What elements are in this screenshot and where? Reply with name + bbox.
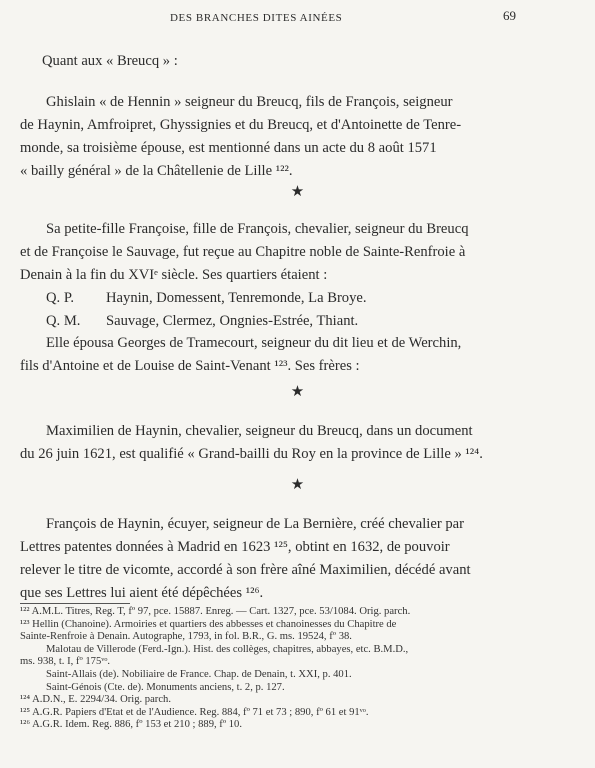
paragraph-francoise [20, 218, 575, 287]
footnote: ms. 938, t. I, fº 175ᵛᵒ. [20, 656, 111, 668]
quarters-line-maternal [20, 310, 575, 333]
quarters-names: Sauvage, Clermez, Ongnies-Estrée, Thiant. [106, 313, 359, 329]
footnote: ¹²² A.M.L. Titres, Reg. T, fº 97, pce. 15887. Enreg. — Cart. 1327, pce. 53/1084. Orig. parch. [20, 606, 411, 617]
footnote: ¹²³ Hellin (Chanoine). Armoiries et quartiers des abbesses et chanoinesses du Chapitre de [20, 618, 397, 630]
footnotes [20, 606, 580, 732]
paragraph-line: monde, sa troisième épouse, est mentionné dans un acte du 8 août 1571 [20, 140, 437, 156]
paragraph-line: que ses Lettres lui aient été dépêchées ¹²⁶. [20, 585, 264, 601]
running-title: DES BRANCHES DITES AINÉES [170, 12, 343, 24]
paragraph-line: fils d'Antoine et de Louise de Saint-Venant ¹²³. Ses frères : [20, 358, 360, 374]
paragraph-line: et de Françoise le Sauvage, fut reçue au Chapitre noble de Sainte-Renfroie à [20, 244, 466, 260]
footnote: Sainte-Renfroie à Denain. Autographe, 1793, in fol. B.R., G. ms. 19524, fº 38. [20, 631, 352, 643]
paragraph-line: Maximilien de Haynin, chevalier, seigneur du Breucq, dans un document [46, 423, 473, 439]
paragraph-line: relever le titre de vicomte, accordé à son frère aîné Maximilien, décédé avant [20, 562, 471, 578]
paragraph-line: du 26 juin 1621, est qualifié « Grand-bailli du Roy en la province de Lille » ¹²⁴. [20, 446, 483, 462]
quarters-code: Q. M. [46, 313, 81, 329]
section-separator-star: ★ [290, 384, 305, 400]
footnote: Malotau de Villerode (Ferd.-Ign.). Hist. des collèges, chapitres, abbayes, etc. B.M.D., [46, 643, 409, 655]
paragraph-line: de Haynin, Amfroipret, Ghyssignies et du Breucq, et d'Antoinette de Tenre- [20, 117, 462, 133]
quarters-line-paternal [20, 287, 575, 310]
paragraph-line: Ghislain « de Hennin » seigneur du Breucq, fils de François, seigneur [46, 94, 453, 110]
paragraph-marriage [20, 332, 575, 378]
paragraph-line: Elle épousa Georges de Tramecourt, seigneur du dit lieu et de Werchin, [46, 335, 462, 351]
quarters-code: Q. P. [46, 290, 74, 306]
footnote-divider [20, 603, 130, 604]
paragraph-line: François de Haynin, écuyer, seigneur de La Bernière, créé chevalier par [46, 516, 464, 532]
paragraph-line: Sa petite-fille Françoise, fille de François, chevalier, seigneur du Breucq [46, 221, 469, 237]
section-separator-star: ★ [290, 477, 305, 493]
footnote: Saint-Génois (Cte. de). Monuments anciens, t. 2, p. 127. [46, 681, 285, 693]
quarters-list [20, 287, 575, 333]
footnote: Saint-Allais (de). Nobiliaire de France. Chap. de Denain, t. XXI, p. 401. [46, 668, 352, 680]
section-heading-text: Quant aux « Breucq » : [42, 53, 178, 69]
paragraph-maximilien [20, 420, 575, 466]
section-heading [20, 50, 595, 73]
page-number: 69 [503, 8, 516, 23]
footnote: ¹²⁴ A.D.N., E. 2294/34. Orig. parch. [20, 694, 171, 706]
paragraph-line: Lettres patentes données à Madrid en 1623 ¹²⁵, obtint en 1632, de pouvoir [20, 539, 450, 555]
footnote: ¹²⁶ A.G.R. Idem. Reg. 886, fº 153 et 210 ; 889, fº 10. [20, 719, 242, 731]
paragraph-line: « bailly général » de la Châtellenie de Lille ¹²². [20, 163, 293, 179]
paragraph-ghislain [20, 91, 575, 183]
section-separator-star: ★ [290, 184, 305, 200]
quarters-names: Haynin, Domessent, Tenremonde, La Broye. [106, 290, 367, 306]
paragraph-francois [20, 513, 575, 605]
paragraph-line: Denain à la fin du XVIᵉ siècle. Ses quartiers étaient : [20, 267, 328, 283]
footnote: ¹²⁵ A.G.R. Papiers d'Etat et de l'Audience. Reg. 884, fº 71 et 73 ; 890, fº 61 et 91ᵛᵒ. [20, 706, 369, 718]
